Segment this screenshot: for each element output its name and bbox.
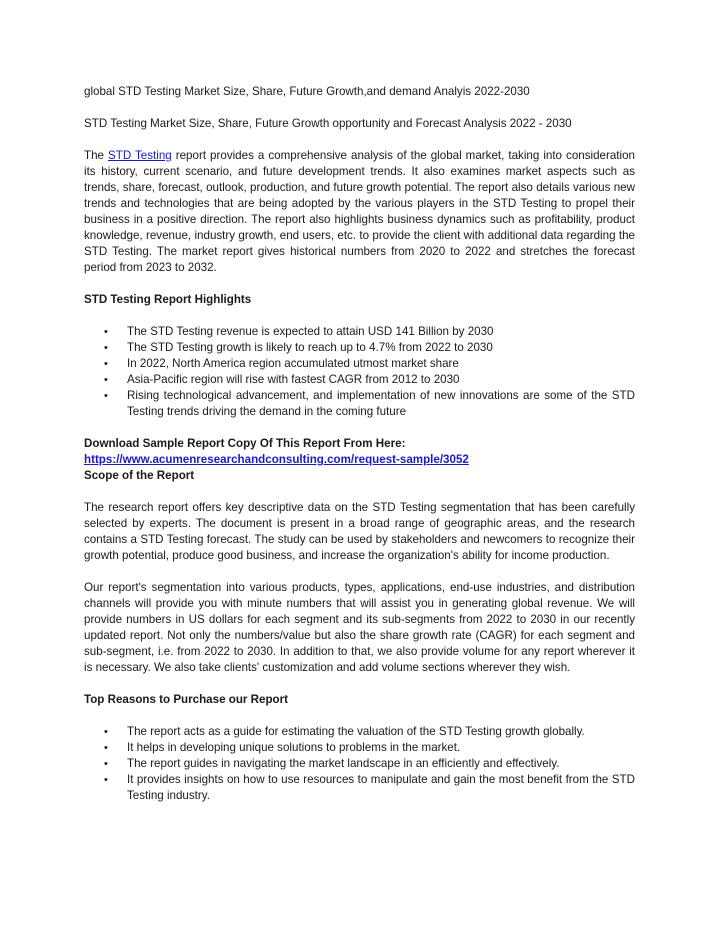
highlights-heading: STD Testing Report Highlights xyxy=(84,293,252,306)
list-item: • The STD Testing growth is likely to reach up to 4.7% from 2022 to 2030 xyxy=(104,341,493,354)
list-item: • It provides insights on how to use resources to manipulate and gain the most benefit from the STD Testing industry. xyxy=(104,773,635,802)
scope-paragraph-2: Our report's segmentation into various products, types, applications, end-use industries, and distribution channels will provide you with minute numbers that will assist you in generating global revenue. We will provide numbers in US dollars for each segment and its sub-segments from 2022 to 2030 in our recently updated report. Not only the numbers/value but also the share growth rate (CAGR) for each segment and sub-segment, i.e. from 2022 to 2030. In addition to that, we also provide volume for any report wherever it is necessary. We also take clients' customization and add volume sections wherever they wish. xyxy=(84,581,635,674)
download-label: Download Sample Report Copy Of This Report From Here: xyxy=(84,437,406,450)
scope-heading: Scope of the Report xyxy=(84,469,195,482)
bullet-icon: • xyxy=(104,742,108,754)
std-testing-link[interactable]: STD Testing xyxy=(108,149,172,162)
bullet-icon: • xyxy=(104,774,108,786)
list-item: • In 2022, North America region accumulated utmost market share xyxy=(104,357,459,370)
list-item: • The report acts as a guide for estimating the valuation of the STD Testing growth globally. xyxy=(104,725,585,738)
list-item: • The STD Testing revenue is expected to attain USD 141 Billion by 2030 xyxy=(104,325,494,338)
intro-paragraph xyxy=(84,148,635,276)
bullet-icon: • xyxy=(104,758,108,770)
bullet-icon: • xyxy=(104,326,108,338)
bullet-icon: • xyxy=(104,358,108,370)
bullet-icon: • xyxy=(104,342,108,354)
bullet-icon: • xyxy=(104,374,108,386)
reasons-heading: Top Reasons to Purchase our Report xyxy=(84,693,288,706)
intro-prefix: The xyxy=(84,149,108,162)
list-item: • Asia-Pacific region will rise with fastest CAGR from 2012 to 2030 xyxy=(104,373,460,386)
scope-paragraph-1: The research report offers key descriptive data on the STD Testing segmentation that has been carefully selected by experts. The document is present in a broad range of geographic areas, and the research contains a STD Testing forecast. The study can be used by stakeholders and newcomers to recognize their growth potential, produce good business, and increase the organization's ability for income production. xyxy=(84,501,635,562)
sample-request-link[interactable]: https://www.acumenresearchandconsulting.com/request-sample/3052 xyxy=(84,453,469,466)
list-item: • Rising technological advancement, and implementation of new innovations are some of the STD Testing trends driving the demand in the coming future xyxy=(104,389,635,418)
document-page xyxy=(84,84,635,804)
bullet-icon: • xyxy=(104,390,108,402)
reasons-list xyxy=(84,724,635,804)
bullet-icon: • xyxy=(104,726,108,738)
highlights-list xyxy=(84,324,635,420)
list-item: • It helps in developing unique solutions to problems in the market. xyxy=(104,741,461,754)
document-title-2: STD Testing Market Size, Share, Future Growth opportunity and Forecast Analysis 2022 - 2030 xyxy=(84,117,572,130)
list-item: • The report guides in navigating the market landscape in an efficiently and effectively. xyxy=(104,757,560,770)
document-title-1: global STD Testing Market Size, Share, Future Growth,and demand Analyis 2022-2030 xyxy=(84,85,530,98)
intro-body: report provides a comprehensive analysis of the global market, taking into consideration its history, current scenario, and future development trends. It also examines market aspects such as trends, share, forecast, outlook, production, and future growth potential. The report also details various new trends and technologies that are being adopted by the various players in the STD Testing to propel their business in a positive direction. The report also highlights business dynamics such as profitability, product knowledge, revenue, industry growth, end users, etc. to provide the client with additional data regarding the STD Testing. The market report gives historical numbers from 2020 to 2022 and stretches the forecast period from 2023 to 2032. xyxy=(84,149,635,274)
